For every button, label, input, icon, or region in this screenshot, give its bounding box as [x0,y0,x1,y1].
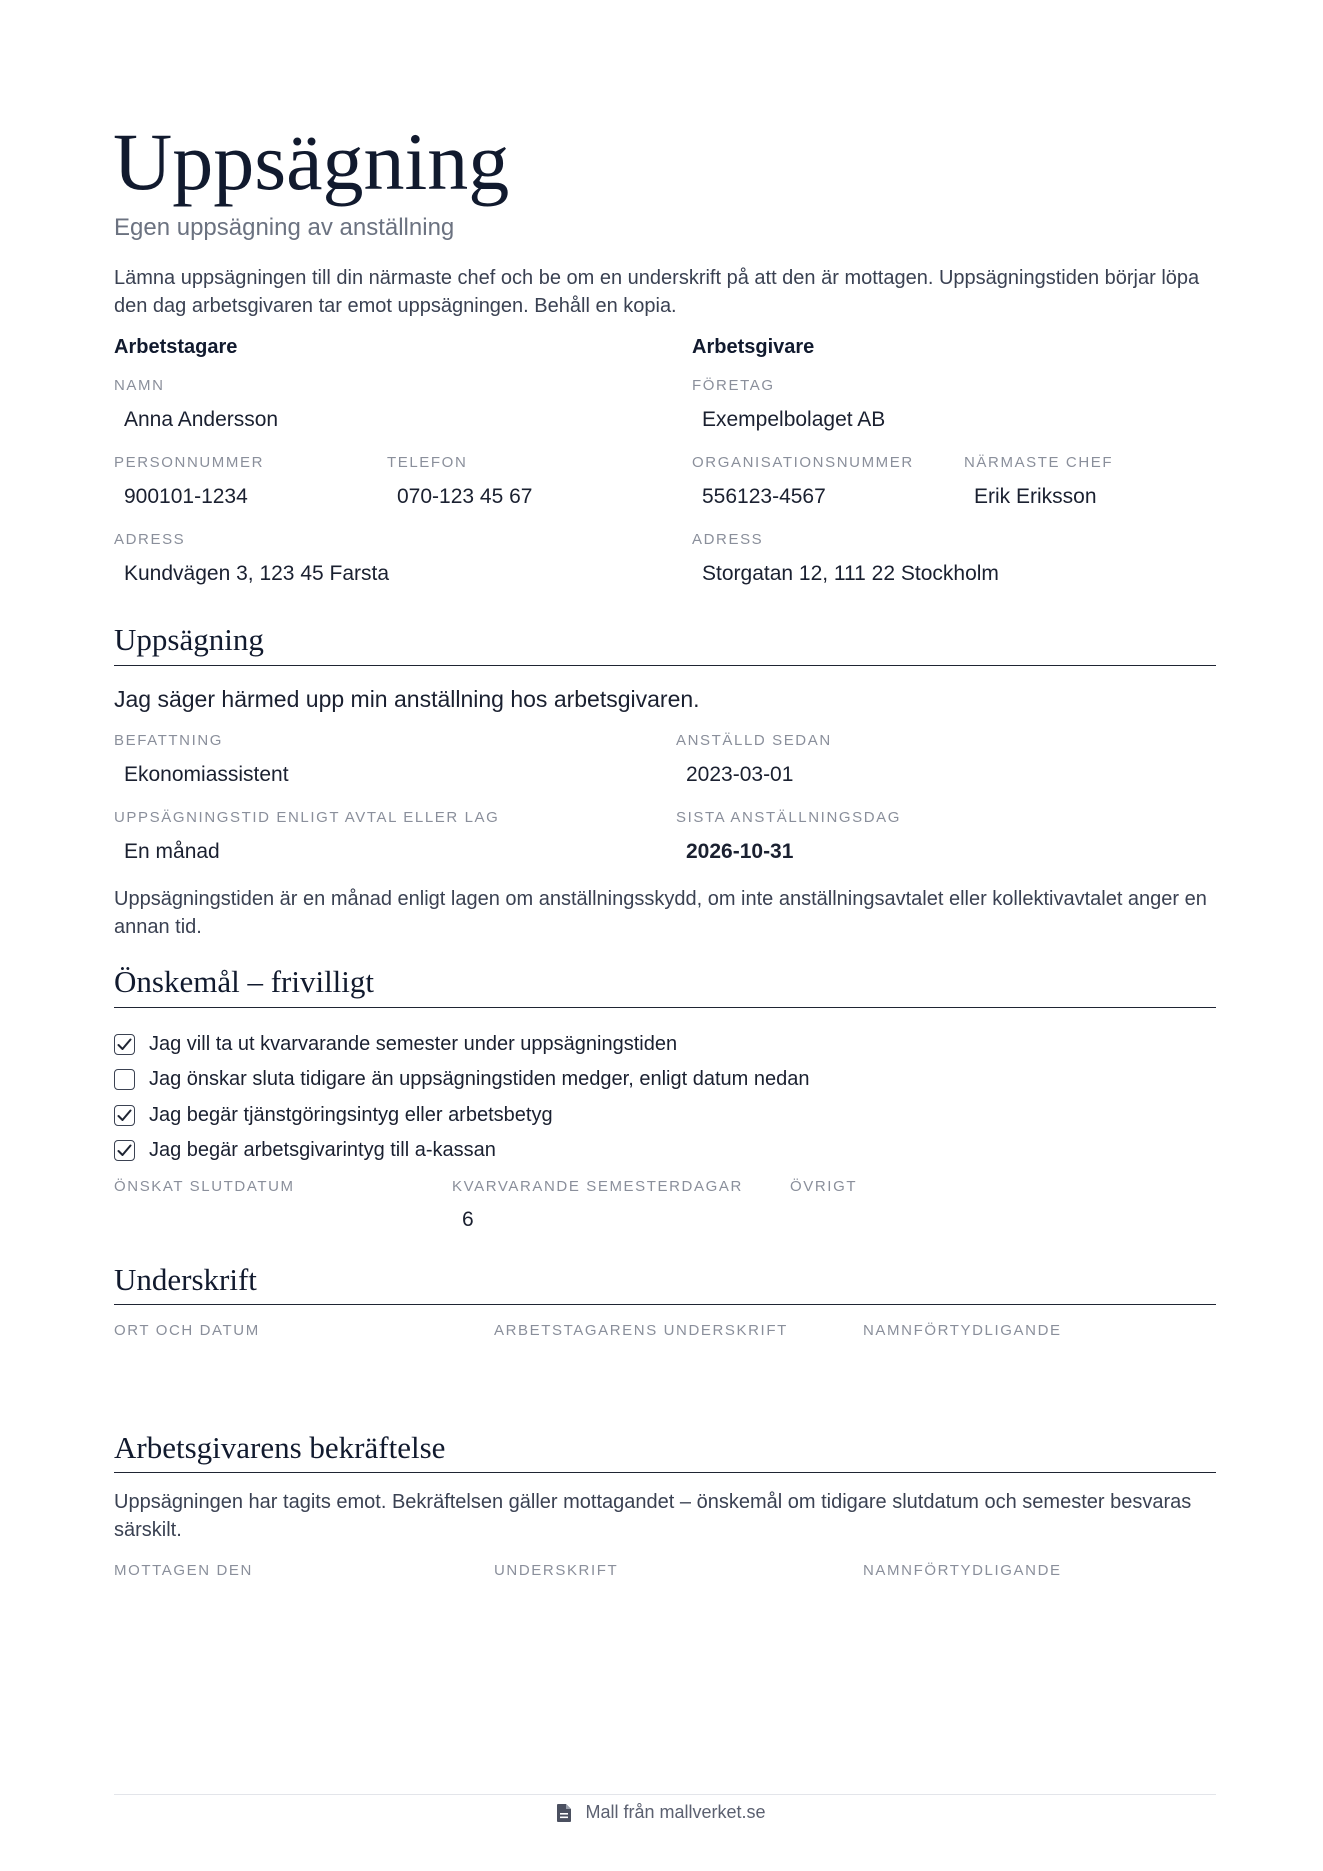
last-day-label: SISTA ANSTÄLLNINGSDAG [676,809,902,826]
manager-field[interactable]: Erik Eriksson [974,485,1097,508]
checkbox[interactable] [114,1034,135,1055]
resignation-section-heading: Uppsägning [114,622,264,657]
intro-text: Lämna uppsägningen till din närmaste chef och be om en underskrift på att den är mottagen. Uppsägningstiden börjar löpa den dag arbetsgivaren tar emot uppsägningen. Behåll en kopia. [114,267,1200,317]
orgnr-label: ORGANISATIONSNUMMER [692,454,914,471]
notice-period-note: Uppsägningstiden är en månad enligt lagen om anställningsskydd, om inte anställningsavtalet eller kollektivavtalet anger en annan tid. [114,888,1207,938]
notice-period-label: UPPSÄGNINGSTID ENLIGT AVTAL ELLER LAG [114,809,500,826]
personnummer-label: PERSONNUMMER [114,454,265,471]
end-date-label: ÖNSKAT SLUTDATUM [114,1178,295,1195]
wish-checkbox-row[interactable] [114,1065,809,1093]
footer-divider [114,1794,1216,1795]
received-date-label: MOTTAGEN DEN [114,1562,253,1579]
employee-name-field[interactable]: Anna Andersson [124,408,279,431]
company-field[interactable]: Exempelbolaget AB [702,408,886,431]
wish-checkbox-row[interactable] [114,1030,677,1058]
vacation-days-field[interactable]: 6 [462,1208,474,1231]
notice-period-field[interactable]: En månad [124,840,220,863]
personnummer-field[interactable]: 900101-1234 [124,485,248,508]
employer-heading: Arbetsgivare [692,336,815,358]
confirmation-text: Uppsägningen har tagits emot. Bekräftelsen gäller mottagandet – önskemål om tidigare slutdatum och semester besvaras särskilt. [114,1491,1192,1541]
employer-address-label: ADRESS [692,531,764,548]
section-divider [114,1304,1216,1305]
checkbox[interactable] [114,1069,135,1090]
employee-name-label: NAMN [114,377,165,394]
employee-address-label: ADRESS [114,531,186,548]
document-icon [557,1804,571,1822]
checkbox-label: Jag önskar sluta tidigare än uppsägningstiden medger, enligt datum nedan [149,1067,810,1090]
phone-label: TELEFON [387,454,468,471]
section-divider [114,665,1216,666]
wish-checkbox-row[interactable] [114,1136,496,1164]
footer [0,1802,1323,1823]
confirmation-section-heading: Arbetsgivarens bekräftelse [114,1430,446,1465]
manager-label: NÄRMASTE CHEF [964,454,1114,471]
employed-since-field[interactable]: 2023-03-01 [686,763,794,786]
last-day-field[interactable]: 2026-10-31 [686,840,794,863]
employee-address-field[interactable]: Kundvägen 3, 123 45 Farsta [124,562,390,585]
other-label: ÖVRIGT [790,1178,858,1195]
orgnr-field[interactable]: 556123-4567 [702,485,826,508]
footer-text: Mall från mallverket.se [585,1802,766,1822]
place-date-label: ORT OCH DATUM [114,1322,260,1339]
checkmark-icon [117,1109,132,1122]
position-field[interactable]: Ekonomiassistent [124,763,289,786]
employer-address-field[interactable]: Storgatan 12, 111 22 Stockholm [702,562,999,585]
employed-since-label: ANSTÄLLD SEDAN [676,732,832,749]
checkbox[interactable] [114,1105,135,1126]
wishes-section-heading: Önskemål – frivilligt [114,964,375,999]
name-clarification-label: NAMNFÖRTYDLIGANDE [863,1322,1062,1339]
section-divider [114,1007,1216,1008]
checkmark-icon [117,1038,132,1051]
vacation-days-label: KVARVARANDE SEMESTERDAGAR [452,1178,743,1195]
checkbox[interactable] [114,1140,135,1161]
company-label: FÖRETAG [692,377,775,394]
position-label: BEFATTNING [114,732,224,749]
page-subtitle: Egen uppsägning av anställning [114,214,455,241]
phone-field[interactable]: 070-123 45 67 [397,485,533,508]
checkbox-label: Jag vill ta ut kvarvarande semester under uppsägningstiden [149,1032,678,1055]
section-divider [114,1472,1216,1473]
checkmark-icon [117,1144,132,1157]
checkbox-label: Jag begär arbetsgivarintyg till a-kassan [149,1138,496,1161]
checkbox-label: Jag begär tjänstgöringsintyg eller arbetsbetyg [149,1103,553,1126]
signature-section-heading: Underskrift [114,1262,257,1297]
employer-signature-label: UNDERSKRIFT [494,1562,619,1579]
employee-heading: Arbetstagare [114,336,238,358]
page-title: Uppsägning [113,116,510,207]
employee-signature-label: ARBETSTAGARENS UNDERSKRIFT [494,1322,788,1339]
employer-name-clarification-label: NAMNFÖRTYDLIGANDE [863,1562,1062,1579]
wish-checkbox-row[interactable] [114,1101,553,1129]
resignation-statement: Jag säger härmed upp min anställning hos arbetsgivaren. [114,686,700,712]
